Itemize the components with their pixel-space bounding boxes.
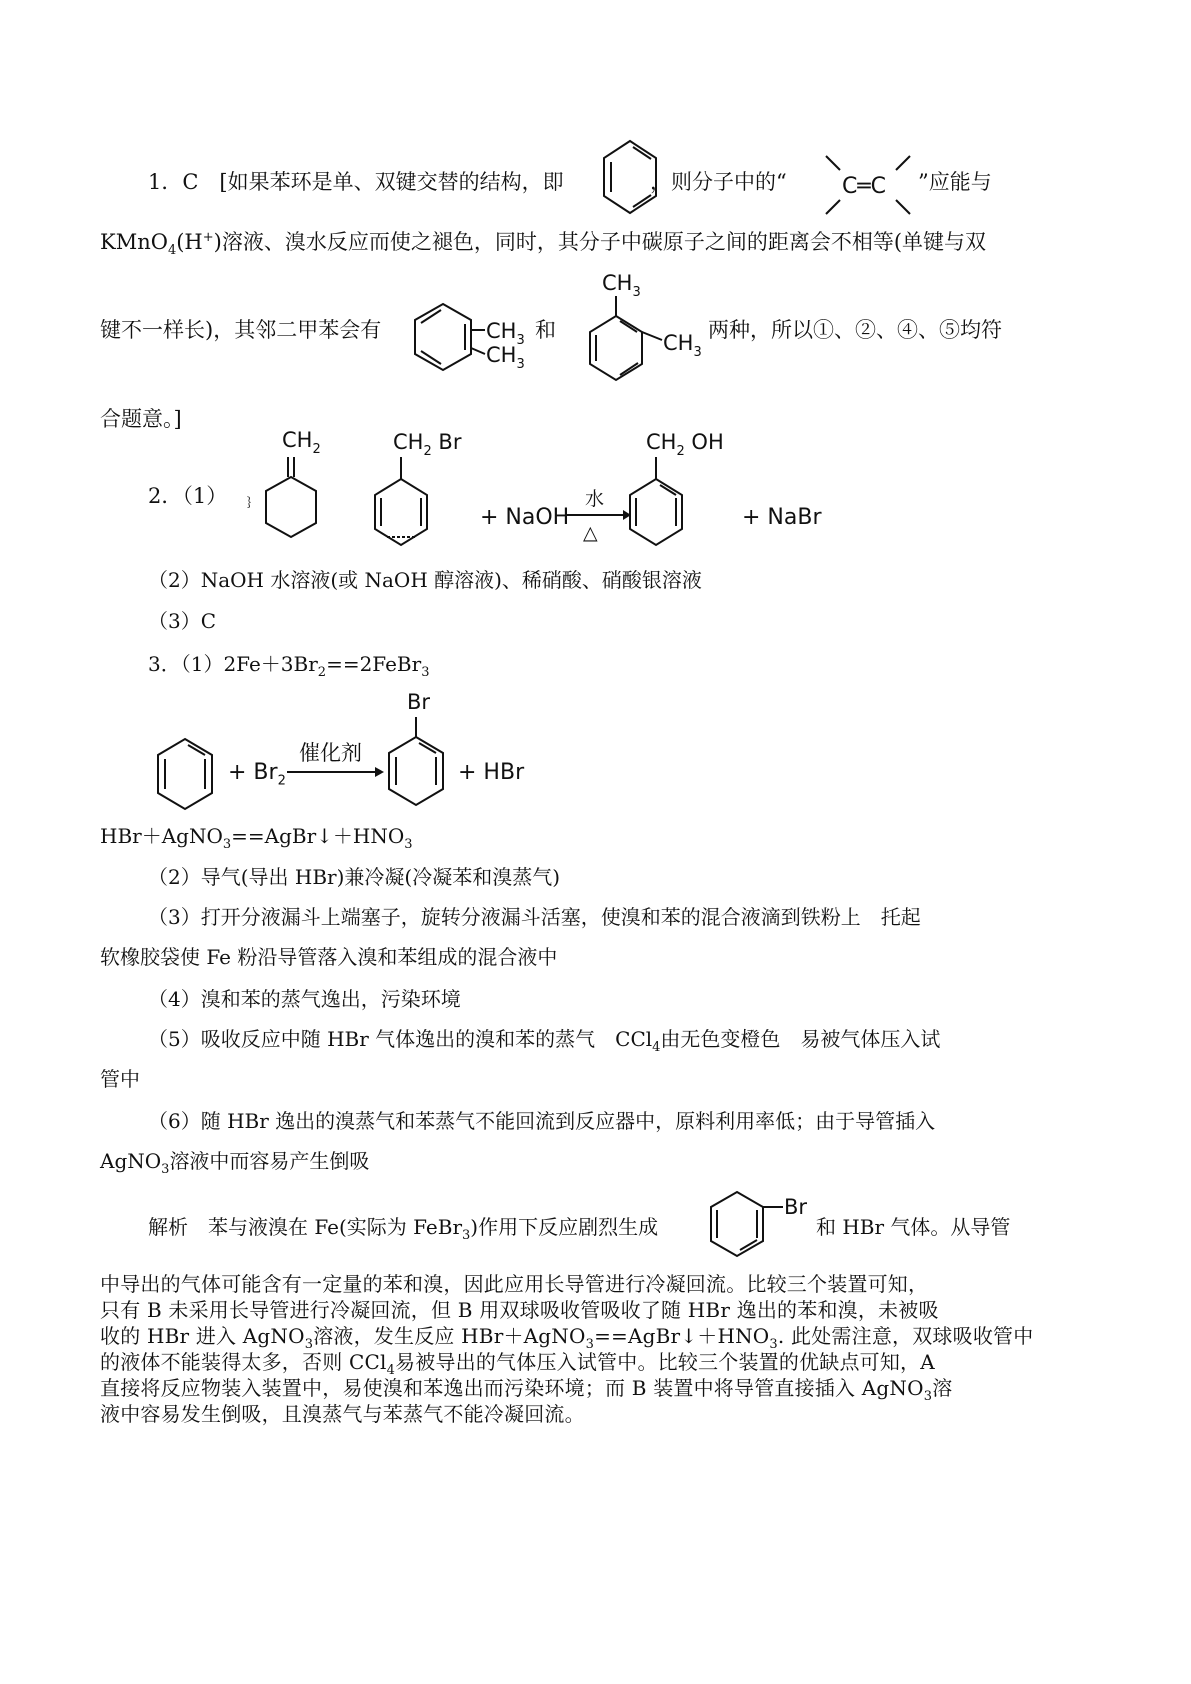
q3-part5-line2: 管中: [100, 1067, 140, 1091]
q1-text: 1．C [如果苯环是单、双键交替的结构，即: [148, 170, 564, 194]
q1-line1-end: [918, 168, 992, 196]
svg-text:Br: Br: [784, 1195, 808, 1219]
analysis-line1: 解析 苯与液溴在 Fe(实际为 FeBr$_3$)作用下反应剧烈生成: [148, 1215, 659, 1243]
c-double-c-structure: [818, 150, 918, 222]
analysis-line3: 只有 B 未采用长导管进行冷凝回流，但 B 用双球吸收管吸收了随 HBr 逸出的苯和溴，未被吸: [100, 1298, 939, 1322]
q1-text: ，则分子中的“: [650, 170, 787, 194]
o-xylene-structure-1: [405, 298, 535, 397]
bromobenzene-structure: [383, 685, 453, 819]
plus-br2: + $Br_2$: [228, 760, 286, 789]
plus-hbr: + HBr: [458, 760, 525, 785]
svg-text:催化剂: 催化剂: [299, 741, 362, 765]
q2-part3: （3）C: [148, 609, 217, 633]
analysis-line4: 收的 HBr 进入 AgNO$_3$溶液，发生反应 $HBr+AgNO_3==AgBr↓+HNO_3$. 此处需注意，双球吸收管中: [100, 1324, 1034, 1352]
q3-part1: 3．$(1)2Fe+3Br_2==2FeBr_3$: [148, 652, 430, 680]
methylenecyclohexane-structure: [236, 425, 336, 559]
o-xylene-structure-2: [580, 268, 720, 402]
cc-label: C═C: [842, 174, 886, 199]
svg-text:CH3: $CH_3$: [602, 271, 641, 300]
q1-text: ”应能与: [918, 170, 992, 194]
q3-part4: （4）溴和苯的蒸气逸出，污染环境: [148, 987, 461, 1011]
q2-part2: （2）NaOH 水溶液(或 NaOH 醇溶液)、稀硝酸、硝酸银溶液: [148, 568, 702, 592]
bromobenzene-product-structure: [705, 1188, 815, 1277]
q1-line1: [148, 168, 564, 196]
q1-line3-and: 和: [535, 318, 556, 342]
svg-text:△: △: [583, 522, 598, 544]
reaction-arrow-catalyst: [285, 740, 385, 790]
plus-naoh: + NaOH: [480, 505, 570, 530]
svg-text:CH3: $CH_3$: [486, 319, 525, 348]
svg-text:﹜: ﹜: [240, 491, 258, 512]
q1-line2: KMnO$_4$(H+)溶液、溴水反应而使之褪色，同时，其分子中碳原子之间的距离会不相等(单键与双: [100, 230, 987, 259]
analysis-line2: 中导出的气体可能含有一定量的苯和溴，因此应用长导管进行冷凝回流。比较三个装置可知，: [100, 1272, 929, 1296]
q1-line3: 键不一样长)，其邻二甲苯会有: [100, 318, 382, 342]
svg-text:水: 水: [585, 488, 605, 510]
svg-text:Br: Br: [407, 690, 431, 714]
analysis-line6: 直接将反应物装入装置中，易使溴和苯逸出而污染环境；而 B 装置中将导管直接插入 AgNO$_3$溶: [100, 1376, 953, 1404]
q3-part3-line2: 软橡胶袋使 Fe 粉沿导管落入溴和苯组成的混合液中: [100, 945, 558, 969]
q2-number: 2．（1）: [148, 484, 228, 508]
benzyl-alcohol-structure: [622, 425, 742, 564]
benzyl-bromide-structure: [365, 425, 485, 564]
analysis-line7: 液中容易发生倒吸，且溴蒸气与苯蒸气不能冷凝回流。: [100, 1402, 585, 1426]
svg-text:CH2 Br: $CH_2$ Br: [393, 430, 462, 459]
plus-nabr: + NaBr: [742, 505, 822, 530]
q3-part5-line1: （5）吸收反应中随 HBr 气体逸出的溴和苯的蒸气 CCl$_4$由无色变橙色 易被气体压入试: [148, 1027, 941, 1055]
q3-part2: （2）导气(导出 HBr)兼冷凝(冷凝苯和溴蒸气): [148, 865, 560, 889]
q1-line3-end: 两种，所以①、②、④、⑤均符: [708, 318, 1002, 342]
svg-text:CH3: $CH_3$: [486, 343, 525, 372]
analysis-line1-end: 和 HBr 气体。从导管: [816, 1215, 1011, 1239]
q3-hbr-equation: $HBr+AgNO_3==AgBr↓+HNO_3$: [100, 824, 413, 852]
svg-text:CH2 OH: $CH_2$ OH: [646, 430, 724, 459]
q1-line4: 合题意。]: [100, 407, 182, 431]
q3-part6-line2: AgNO$_3$溶液中而容易产生倒吸: [100, 1149, 370, 1177]
q3-part3-line1: （3）打开分液漏斗上端塞子，旋转分液漏斗活塞，使溴和苯的混合液滴到铁粉上 托起: [148, 905, 921, 929]
benzene-structure: [152, 735, 218, 819]
svg-text:CH2: $CH_2$: [282, 428, 321, 457]
svg-text:CH3: $CH_3$: [663, 331, 702, 360]
analysis-line5: 的液体不能装得太多，否则 CCl$_4$易被导出的气体压入试管中。比较三个装置的优缺点可知，A: [100, 1350, 935, 1378]
q1-line1-mid: [650, 168, 787, 196]
q3-part6-line1: （6）随 HBr 逸出的溴蒸气和苯蒸气不能回流到反应器中，原料利用率低；由于导管插入: [148, 1109, 936, 1133]
